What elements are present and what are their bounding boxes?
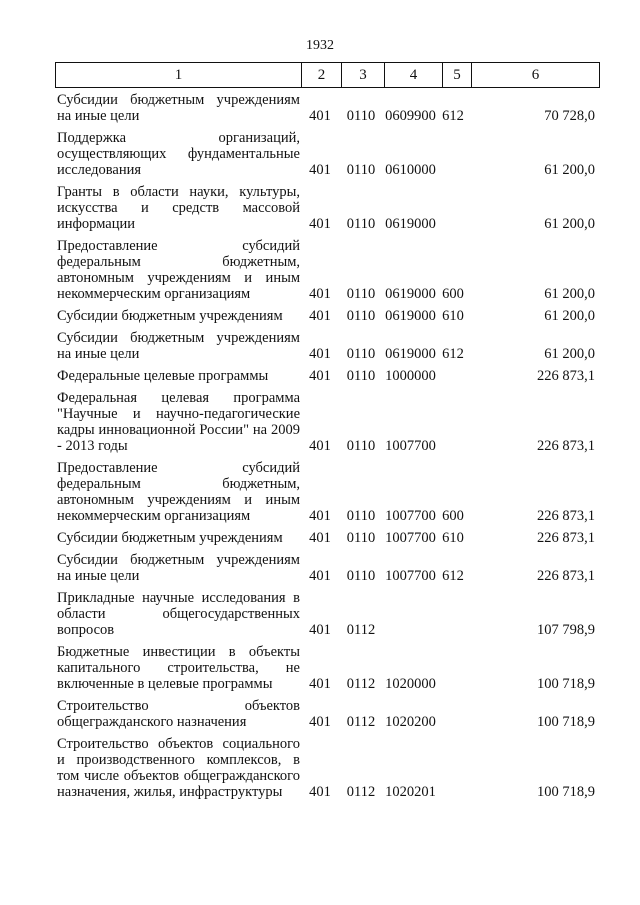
table-row — [55, 308, 595, 324]
row-description: Субсидии бюджетным учреждениям — [57, 308, 283, 324]
row-col3: 0110 — [346, 162, 376, 178]
table-row — [55, 460, 595, 524]
budget-rows — [55, 92, 595, 806]
row-col4: 0619000 — [385, 308, 436, 324]
row-col3: 0110 — [346, 508, 376, 524]
row-amount: 61 200,0 — [544, 286, 595, 302]
row-col2: 401 — [309, 108, 331, 124]
row-col4: 0619000 — [385, 346, 436, 362]
table-row — [55, 92, 595, 124]
column-header-1: 1 — [56, 63, 302, 88]
row-description: Предоставление субсидий федеральным бюджетным, автономным учреждениям и иным некоммерческим организациям — [57, 460, 300, 524]
row-col4: 0619000 — [385, 286, 436, 302]
table-row — [55, 390, 595, 454]
row-amount: 61 200,0 — [544, 162, 595, 178]
row-description: Строительство объектов общегражданского назначения — [57, 698, 300, 730]
row-col3: 0112 — [346, 676, 376, 692]
row-description: Федеральная целевая программа "Научные и научно-педагогические кадры инновационной России" на 2009 - 2013 годы — [57, 390, 300, 454]
row-col2: 401 — [309, 368, 331, 384]
row-col3: 0110 — [346, 286, 376, 302]
table-row — [55, 736, 595, 800]
row-col5: 600 — [442, 508, 464, 524]
row-col4: 1007700 — [385, 438, 436, 454]
row-col2: 401 — [309, 216, 331, 232]
row-col2: 401 — [309, 622, 331, 638]
row-col4: 1020201 — [385, 784, 436, 800]
table-row — [55, 238, 595, 302]
row-col3: 0110 — [346, 308, 376, 324]
row-col2: 401 — [309, 568, 331, 584]
row-col3: 0110 — [346, 108, 376, 124]
row-description: Субсидии бюджетным учреждениям на иные цели — [57, 552, 300, 584]
row-col2: 401 — [309, 308, 331, 324]
row-amount: 61 200,0 — [544, 346, 595, 362]
row-col5: 600 — [442, 286, 464, 302]
row-col4: 0609900 — [385, 108, 436, 124]
row-col4: 1007700 — [385, 508, 436, 524]
row-col2: 401 — [309, 162, 331, 178]
row-col2: 401 — [309, 784, 331, 800]
row-col5: 612 — [442, 346, 464, 362]
row-col5: 610 — [442, 530, 464, 546]
row-col2: 401 — [309, 438, 331, 454]
table-row — [55, 184, 595, 232]
row-amount: 226 873,1 — [537, 508, 595, 524]
row-description: Строительство объектов социального и производственного комплексов, в том числе объектов общегражданского назначения, жилья, инфраструктуры — [57, 736, 300, 800]
table-row — [55, 590, 595, 638]
column-header-4: 4 — [385, 63, 443, 88]
row-col3: 0110 — [346, 216, 376, 232]
row-amount: 61 200,0 — [544, 216, 595, 232]
row-description: Гранты в области науки, культуры, искусства и средств массовой информации — [57, 184, 300, 232]
row-col5: 612 — [442, 568, 464, 584]
row-description: Субсидии бюджетным учреждениям — [57, 530, 283, 546]
column-header-3: 3 — [342, 63, 385, 88]
row-col4: 1000000 — [385, 368, 436, 384]
row-col4: 1020000 — [385, 676, 436, 692]
row-description: Прикладные научные исследования в области общегосударственных вопросов — [57, 590, 300, 638]
row-col2: 401 — [309, 346, 331, 362]
row-description: Субсидии бюджетным учреждениям на иные цели — [57, 330, 300, 362]
row-description: Федеральные целевые программы — [57, 368, 269, 384]
table-row — [55, 530, 595, 546]
column-header-table — [55, 62, 600, 88]
row-amount: 61 200,0 — [544, 308, 595, 324]
row-col3: 0110 — [346, 530, 376, 546]
row-col2: 401 — [309, 508, 331, 524]
row-amount: 100 718,9 — [537, 714, 595, 730]
row-description: Поддержка организаций, осуществляющих фундаментальные исследования — [57, 130, 300, 178]
row-amount: 226 873,1 — [537, 368, 595, 384]
table-row — [55, 368, 595, 384]
row-description: Субсидии бюджетным учреждениям на иные цели — [57, 92, 300, 124]
column-header-2: 2 — [302, 63, 342, 88]
row-col2: 401 — [309, 530, 331, 546]
row-amount: 100 718,9 — [537, 784, 595, 800]
row-col4: 0610000 — [385, 162, 436, 178]
table-row — [55, 644, 595, 692]
row-col4: 0619000 — [385, 216, 436, 232]
row-description: Бюджетные инвестиции в объекты капитального строительства, не включенные в целевые программы — [57, 644, 300, 692]
row-col3: 0112 — [346, 622, 376, 638]
row-col2: 401 — [309, 714, 331, 730]
column-header-5: 5 — [443, 63, 472, 88]
row-col2: 401 — [309, 286, 331, 302]
row-col3: 0110 — [346, 368, 376, 384]
column-header-row — [56, 63, 600, 88]
column-header-6: 6 — [472, 63, 600, 88]
row-col3: 0110 — [346, 568, 376, 584]
row-col3: 0112 — [346, 784, 376, 800]
table-row — [55, 330, 595, 362]
row-col4: 1020200 — [385, 714, 436, 730]
row-col3: 0110 — [346, 346, 376, 362]
row-col2: 401 — [309, 676, 331, 692]
row-col5: 610 — [442, 308, 464, 324]
row-amount: 107 798,9 — [537, 622, 595, 638]
row-col5: 612 — [442, 108, 464, 124]
row-amount: 100 718,9 — [537, 676, 595, 692]
row-col3: 0112 — [346, 714, 376, 730]
row-amount: 226 873,1 — [537, 530, 595, 546]
table-row — [55, 698, 595, 730]
row-col3: 0110 — [346, 438, 376, 454]
row-col4: 1007700 — [385, 568, 436, 584]
row-amount: 70 728,0 — [544, 108, 595, 124]
table-row — [55, 130, 595, 178]
row-amount: 226 873,1 — [537, 568, 595, 584]
row-col4: 1007700 — [385, 530, 436, 546]
row-description: Предоставление субсидий федеральным бюджетным, автономным учреждениям и иным некоммерческим организациям — [57, 238, 300, 302]
row-amount: 226 873,1 — [537, 438, 595, 454]
table-row — [55, 552, 595, 584]
page-number: 1932 — [306, 38, 334, 53]
